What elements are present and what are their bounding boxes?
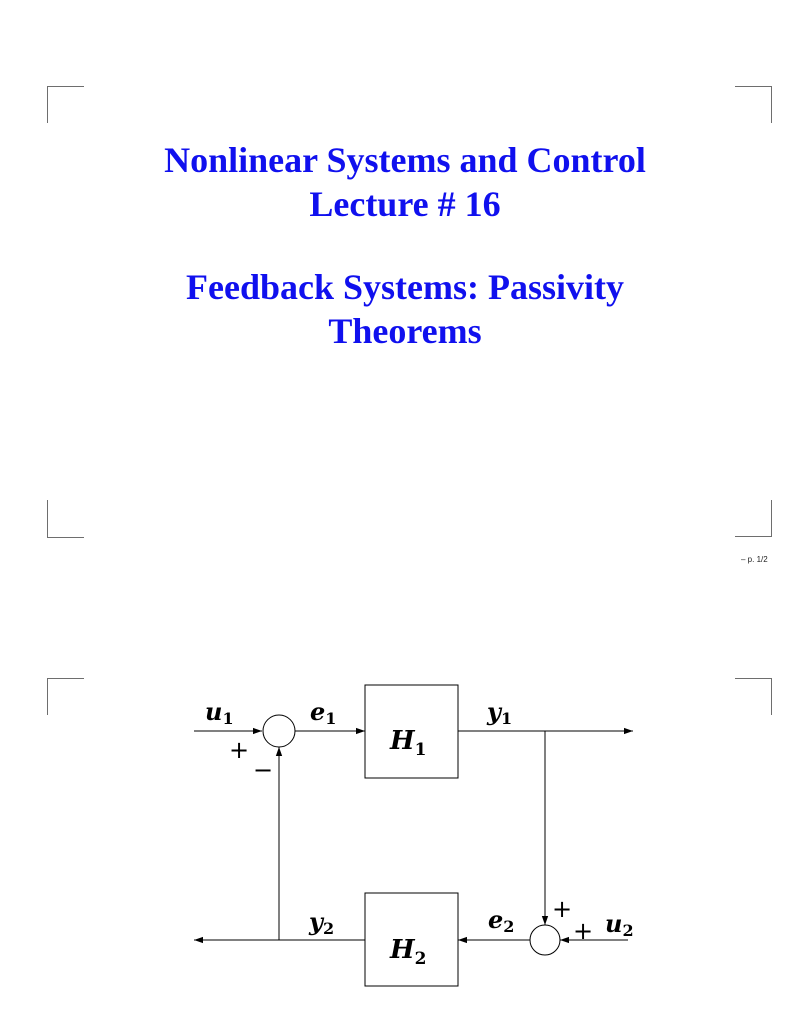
- subtitle-line-2: Theorems: [328, 311, 482, 351]
- corner-mark-top-right: [735, 86, 772, 123]
- lecture-subtitle: [0, 265, 810, 353]
- subtitle-line-1: Feedback Systems: Passivity: [186, 267, 624, 307]
- page-number: – p. 1/2: [741, 555, 768, 564]
- signal-y1-label: y1: [487, 697, 513, 728]
- title-line-2: Lecture # 16: [309, 184, 501, 224]
- summing-junction-1: [263, 715, 295, 747]
- signal-y2-label: y2: [309, 907, 335, 938]
- summing-junction-2: [530, 925, 560, 955]
- sum1-plus-sign: +: [229, 736, 250, 764]
- sum1-minus-sign: −: [253, 756, 274, 784]
- corner-mark-top-left: [47, 86, 84, 123]
- sum2-plus-top-sign: +: [552, 895, 573, 923]
- signal-e1-label: e1: [310, 697, 337, 728]
- block-h1-label: $H_1$: [390, 726, 427, 760]
- signal-e2-label: e2: [488, 905, 515, 936]
- block-h2-label: $H_2$: [390, 935, 427, 969]
- title-line-1: Nonlinear Systems and Control: [164, 140, 646, 180]
- slide-2: [0, 512, 768, 1024]
- feedback-block-diagram: [0, 512, 768, 1024]
- sum2-plus-right-sign: +: [573, 917, 594, 945]
- signal-u2-label: u2: [605, 909, 634, 940]
- lecture-title: [0, 138, 810, 226]
- signal-u1-label: u1: [205, 697, 234, 728]
